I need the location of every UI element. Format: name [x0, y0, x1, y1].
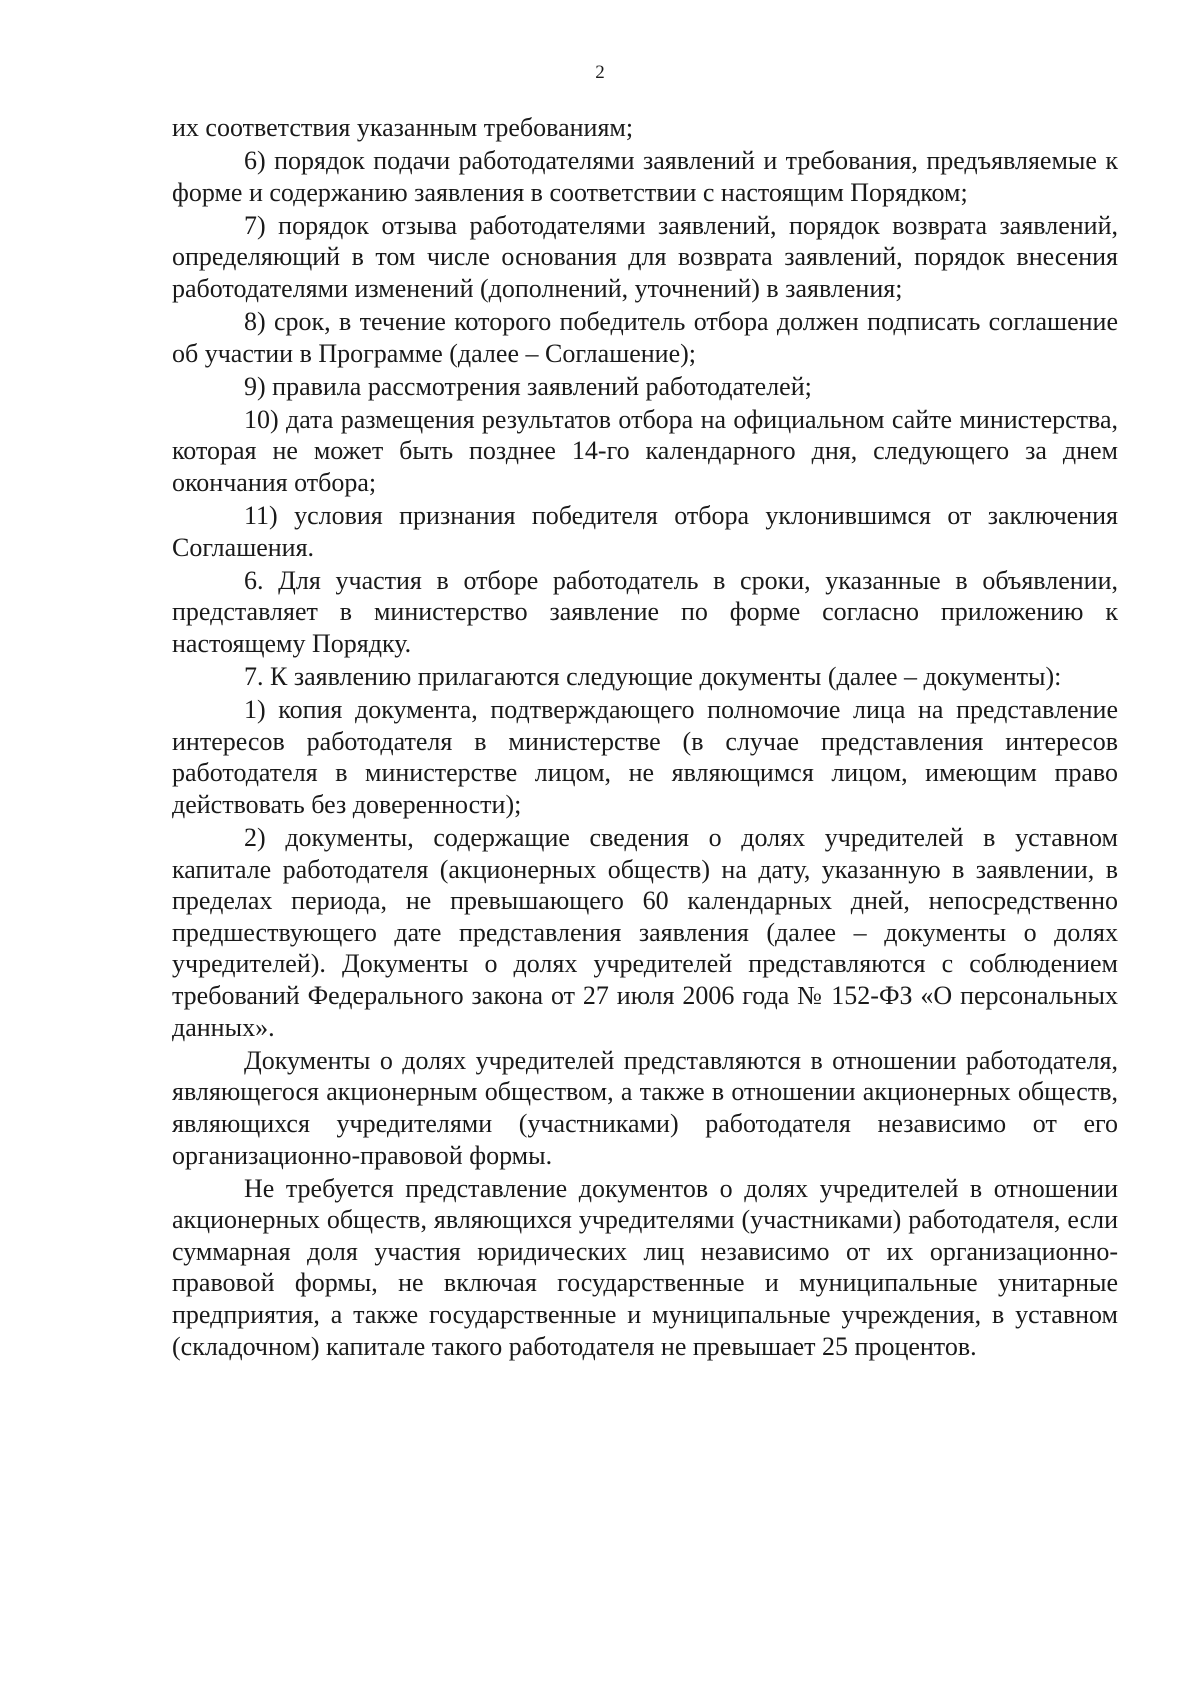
- paragraph-section-7: 7. К заявлению прилагаются следующие документы (далее – документы):: [244, 662, 1062, 692]
- paragraph-continuation: их соответствия указанным требованиям;: [172, 113, 634, 142]
- paragraph-doc-item-2: 2) документы, содержащие сведения о долях учредителей в уставном капитале работодателя (акционерных обществ) на дату, указанную в заявлении, в пределах периода, не превышающего 60 календарных дней, непосредственно предшествующего дате представления заявления (далее – документы о долях учредителей). Документы о долях учредителей представляются с соблюдением требований Федерального закона от 27 июля 2006 года № 152-ФЗ «О персональных данных».: [172, 823, 1118, 1042]
- paragraph-not-required: Не требуется представление документов о долях учредителей в отношении акционерных обществ, являющихся учредителями (участниками) работодателя, если суммарная доля участия юридических лиц независимо от их организационно-правовой формы, не включая государственные и муниципальные унитарные предприятия, а также государственные и муниципальные учреждения, в уставном (складочном) капитале такого работодателя не превышает 25 процентов.: [172, 1173, 1118, 1361]
- paragraph-doc-item-1: 1) копия документа, подтверждающего полномочие лица на представление интересов работодателя в министерстве (в случае представления интересов работодателя в министерстве лицом, не являющимся лицом, имеющим право действовать без доверенности);: [172, 695, 1118, 819]
- paragraph-item-10: 10) дата размещения результатов отбора на официальном сайте министерства, которая не может быть позднее 14-го календарного дня, следующего за днем окончания отбора;: [172, 404, 1118, 498]
- paragraph-item-7: 7) порядок отзыва работодателями заявлений, порядок возврата заявлений, определяющий в том числе основания для возврата заявлений, порядок внесения работодателями изменений (дополнений, уточнений) в заявления;: [172, 210, 1118, 303]
- document-body: [172, 112, 1118, 1364]
- paragraph-founders-docs: Документы о долях учредителей представляются в отношении работодателя, являющегося акционерным обществом, а также в отношении акционерных обществ, являющихся учредителями (участниками) работодателя независимо от его организационно-правовой формы.: [172, 1045, 1118, 1170]
- page-number: 2: [595, 62, 605, 83]
- paragraph-item-6: 6) порядок подачи работодателями заявлений и требования, предъявляемые к форме и содержанию заявления в соответствии с настоящим Порядком;: [172, 146, 1118, 207]
- paragraph-section-6: 6. Для участия в отборе работодатель в сроки, указанные в объявлении, представляет в министерство заявление по форме согласно приложению к настоящему Порядку.: [172, 565, 1118, 658]
- paragraph-item-8: 8) срок, в течение которого победитель отбора должен подписать соглашение об участии в Программе (далее – Соглашение);: [172, 307, 1118, 368]
- paragraph-item-11: 11) условия признания победителя отбора уклонившимся от заключения Соглашения.: [172, 501, 1118, 562]
- paragraph-item-9: 9) правила рассмотрения заявлений работодателей;: [244, 371, 812, 401]
